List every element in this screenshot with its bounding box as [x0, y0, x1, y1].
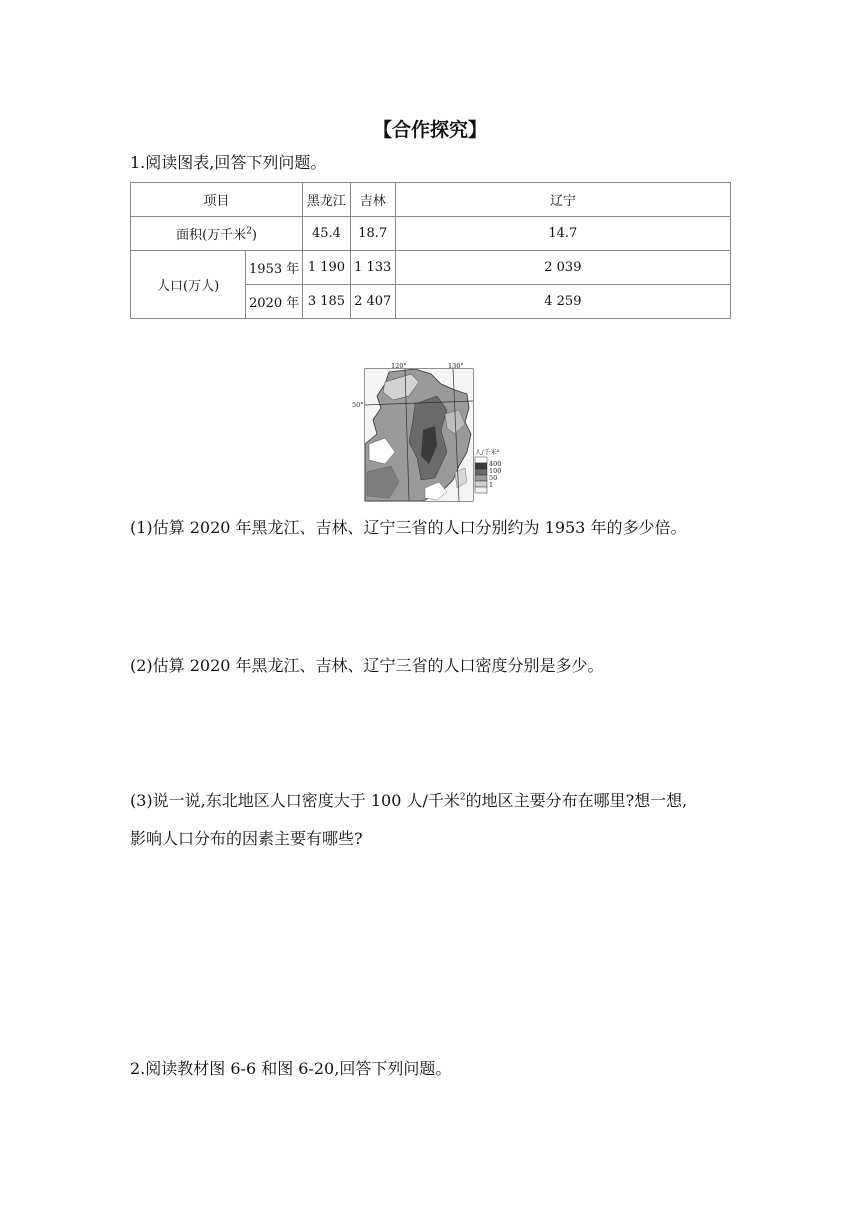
lon-label-130: 130°: [448, 362, 464, 370]
subquestion-1: (1)估算 2020 年黑龙江、吉林、辽宁三省的人口分别约为 1953 年的多少倍。: [130, 518, 687, 537]
area-jilin: 18.7: [350, 217, 395, 251]
province-data-table: [130, 182, 731, 319]
pop2020-liaoning: 4 259: [395, 285, 730, 319]
header-jilin: 吉林: [350, 183, 395, 217]
area-label: 面积(万千米$^2$): [131, 217, 303, 251]
pop1953-jilin: 1 133: [350, 251, 395, 285]
year-1953: 1953 年: [246, 251, 303, 285]
legend-value-50: 50: [489, 474, 498, 482]
question-1-prompt: 1.阅读图表,回答下列问题。: [130, 153, 327, 172]
header-item: 项目: [131, 183, 303, 217]
header-heilongjiang: 黑龙江: [303, 183, 351, 217]
section-title: 【合作探究】: [372, 119, 487, 141]
pop2020-jilin: 2 407: [350, 285, 395, 319]
header-liaoning: 辽宁: [395, 183, 730, 217]
pop1953-liaoning: 2 039: [395, 251, 730, 285]
population-label: 人口(万人): [131, 251, 246, 319]
pop1953-heilongjiang: 1 190: [303, 251, 351, 285]
question-2-prompt: 2.阅读教材图 6-6 和图 6-20,回答下列问题。: [130, 1059, 452, 1078]
pop2020-heilongjiang: 3 185: [303, 285, 351, 319]
legend-value-400: 400: [489, 460, 502, 468]
legend-value-1: 1: [489, 481, 494, 489]
table-row-population-1953: [131, 251, 731, 285]
year-2020: 2020 年: [246, 285, 303, 319]
subquestion-2: (2)估算 2020 年黑龙江、吉林、辽宁三省的人口密度分别是多少。: [130, 656, 604, 675]
legend-value-100: 100: [489, 467, 502, 475]
population-density-map: [352, 360, 515, 505]
area-heilongjiang: 45.4: [303, 217, 351, 251]
map-legend: [475, 447, 501, 493]
table-row-area: [131, 217, 731, 251]
lat-label-50: 50°: [352, 401, 364, 409]
subquestion-3-line-2: 影响人口分布的因素主要有哪些?: [130, 829, 363, 848]
table-header-row: [131, 183, 731, 217]
subquestion-3-line-1: (3)说一说,东北地区人口密度大于 100 人/千米$^2$的地区主要分布在哪里?想一想,: [130, 791, 688, 810]
legend-title: 人/千米²: [475, 448, 500, 456]
lon-label-120: 120°: [391, 362, 407, 370]
area-liaoning: 14.7: [395, 217, 730, 251]
